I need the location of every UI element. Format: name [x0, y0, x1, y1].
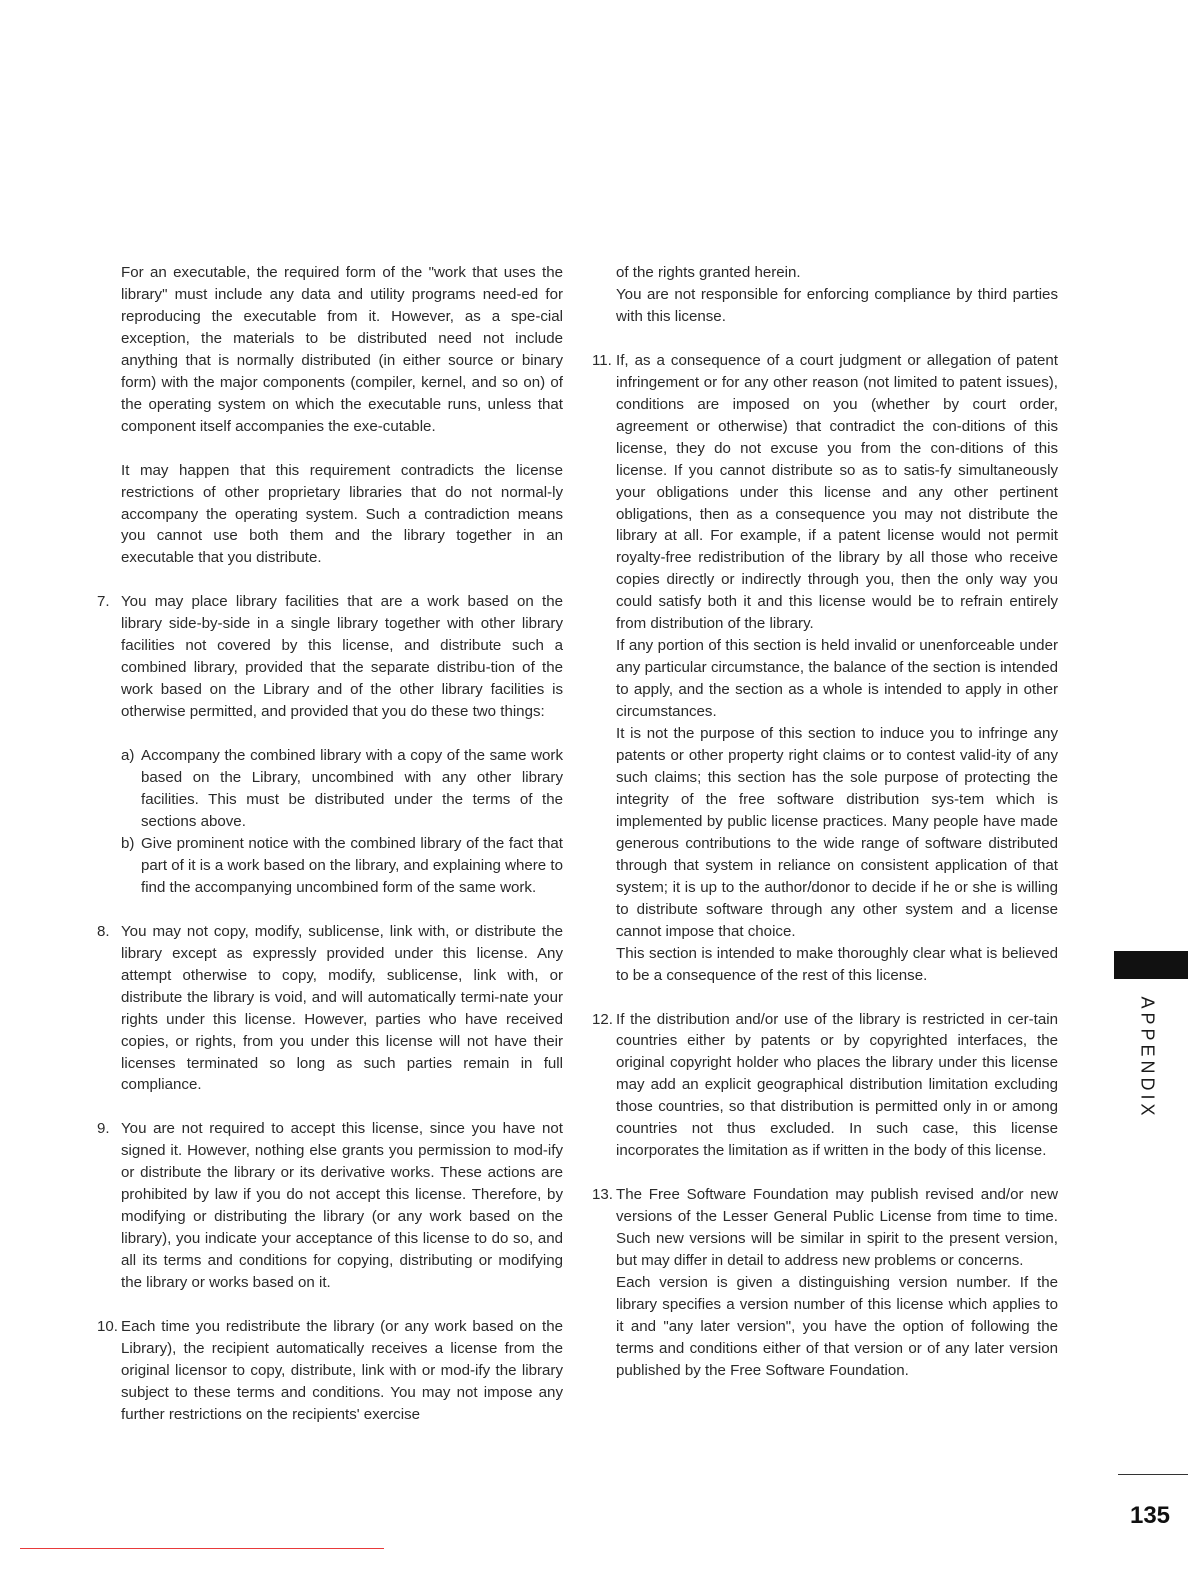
- list-item-9: [97, 1118, 563, 1294]
- list-item-8: [97, 921, 563, 1097]
- sub-item-b: [97, 833, 563, 899]
- paragraph-contradiction: It may happen that this requirement contradicts the license restrictions of other proprietary libraries that do not normal-ly accompany the operating system. Such a contradiction means you cannot use both them and the library together in an executable that you distribute.: [121, 461, 563, 567]
- item-number: 7.: [97, 593, 110, 611]
- item-text: You may not copy, modify, sublicense, link with, or distribute the library except as expressly provided under this license. Any attempt otherwise to copy, modify, sublicense, link with, or distribute the library is void, and will automatically termi-nate your rights under this license. However, parties who have received copies, or rights, from you under this license will not have their licenses terminated so long as such parties remain in full compliance.: [121, 922, 563, 1094]
- item-text: If the distribution and/or use of the library is restricted in cer-tain countries either by patents or by copyrighted interfaces, the original copyright holder who places the library under this license may add an explicit geographical distribution limitation excluding those countries, so that distribution is permitted only in or among countries not thus excluded. In such case, this license incorporates the limitation as if written in the body of this license.: [616, 1010, 1058, 1160]
- item-text: You are not required to accept this license, since you have not signed it. However, nothing else grants you permission to mod-ify or distribute the library or its derivative works. These actions are prohibited by law if you do not accept this license. Therefore, by modifying or distributing the library (or any work based on the library), you indicate your acceptance of this license to do so, and all its terms and conditions for copying, distributing or modifying the library or works based on it.: [121, 1120, 563, 1292]
- list-item-12: [592, 1009, 1058, 1163]
- sub-item-label: a): [121, 747, 135, 765]
- item-text: The Free Software Foundation may publish revised and/or new versions of the Lesser General Public License from time to time. Such new versions will be similar in spirit to the present version, but may differ in detail to address new problems or concerns.: [616, 1186, 1058, 1270]
- list-item-7: [97, 591, 563, 723]
- section-label: APPENDIX: [1137, 996, 1158, 1120]
- list-item-13: [592, 1184, 1058, 1382]
- item-number: 8.: [97, 922, 110, 940]
- item-text: Each time you redistribute the library (or any work based on the Library), the recipient automatically receives a license from the original licensor to copy, distribute, link with or mod-ify the library subject to these terms and conditions. You may not impose any further restrictions on the recipients' exercise: [121, 1318, 563, 1423]
- item-number: 12.: [592, 1010, 613, 1028]
- item-text: If, as a consequence of a court judgment or allegation of patent infringement or for any other reason (not limited to patent issues), conditions are imposed on you (whether by court order, agreement or otherwise) that contradict the con-ditions of this license, they do not excuse you from the con-ditions of this license. If you cannot distribute so as to satis-fy simultaneously your obligations under this license and any other pertinent obligations, then as a consequence you may not distribute the library at all. For example, if a patent license would not permit royalty-free redistribution of the library by all those who receive copies directly or indirectly through you, then the only way you could satisfy both it and this license would be to refrain entirely from distribution of the library.: [616, 351, 1058, 633]
- list-item-11: [592, 350, 1058, 987]
- item-number: 13.: [592, 1186, 613, 1204]
- item-paragraph: Each version is given a distinguishing version number. If the library specifies a version number of this license which applies to it and "any later version", you have the option of following the terms and conditions either of that version or of any later version published by the Free Software Foundation.: [616, 1273, 1058, 1379]
- page-number: 135: [1129, 1502, 1171, 1529]
- item-number: 10.: [97, 1318, 118, 1336]
- footer-red-rule: [20, 1548, 384, 1549]
- section-tab-marker: [1114, 951, 1188, 979]
- sub-item-text: Accompany the combined library with a copy of the same work based on the Library, uncombined with any other library facilities. This must be distributed under the terms of the sections above.: [141, 747, 563, 830]
- paragraph-rights-granted: of the rights granted herein.: [616, 264, 801, 281]
- item-number: 9.: [97, 1120, 110, 1138]
- item-paragraph: It is not the purpose of this section to induce you to infringe any patents or other property right claims or to contest valid-ity of any such claims; this section has the sole purpose of protecting the integrity of the free software distribution sys-tem which is implemented by public license practices. Many people have made generous contributions to the wide range of software distributed through that system in reliance on consistent application of that system; it is up to the author/donor to decide if he or she is willing to distribute software through any other system and a license cannot impose that choice.: [616, 725, 1058, 940]
- item-number: 11.: [592, 351, 612, 369]
- list-item-10: [97, 1316, 563, 1426]
- paragraph-executable-form: For an executable, the required form of the "work that uses the library" must include any data and utility programs need-ed for reproducing the executable from it. However, as a spe-cial exception, the materials to be distributed need not include anything that is normally distributed (in either source or binary form) with the major components (compiler, kernel, and so on) of the operating system on which the executable runs, unless that component itself accompanies the exe-cutable.: [121, 264, 563, 435]
- paragraph-compliance: You are not responsible for enforcing compliance by third parties with this license.: [616, 285, 1058, 325]
- sub-item-label: b): [121, 834, 135, 852]
- page-number-rule: [1118, 1474, 1188, 1475]
- item-paragraph: If any portion of this section is held invalid or unenforceable under any particular circumstance, the balance of the section is intended to apply, and the section as a whole is intended to apply in other circumstances.: [616, 637, 1058, 721]
- right-column: [592, 262, 1058, 1382]
- sub-item-a: [97, 745, 563, 833]
- sub-item-text: Give prominent notice with the combined library of the fact that part of it is a work based on the library, and explaining where to find the accompanying uncombined form of the same work.: [141, 834, 563, 896]
- item-text: You may place library facilities that are a work based on the library side-by-side in a single library together with other library facilities not covered by this license, and distribute such a combined library, provided that the separate distribu-tion of the work based on the Library and of the other library facilities is otherwise permitted, and provided that you do these two things:: [121, 593, 563, 721]
- left-column: [97, 262, 563, 1426]
- item-paragraph: This section is intended to make thoroughly clear what is believed to be a consequence of the rest of this license.: [616, 944, 1058, 984]
